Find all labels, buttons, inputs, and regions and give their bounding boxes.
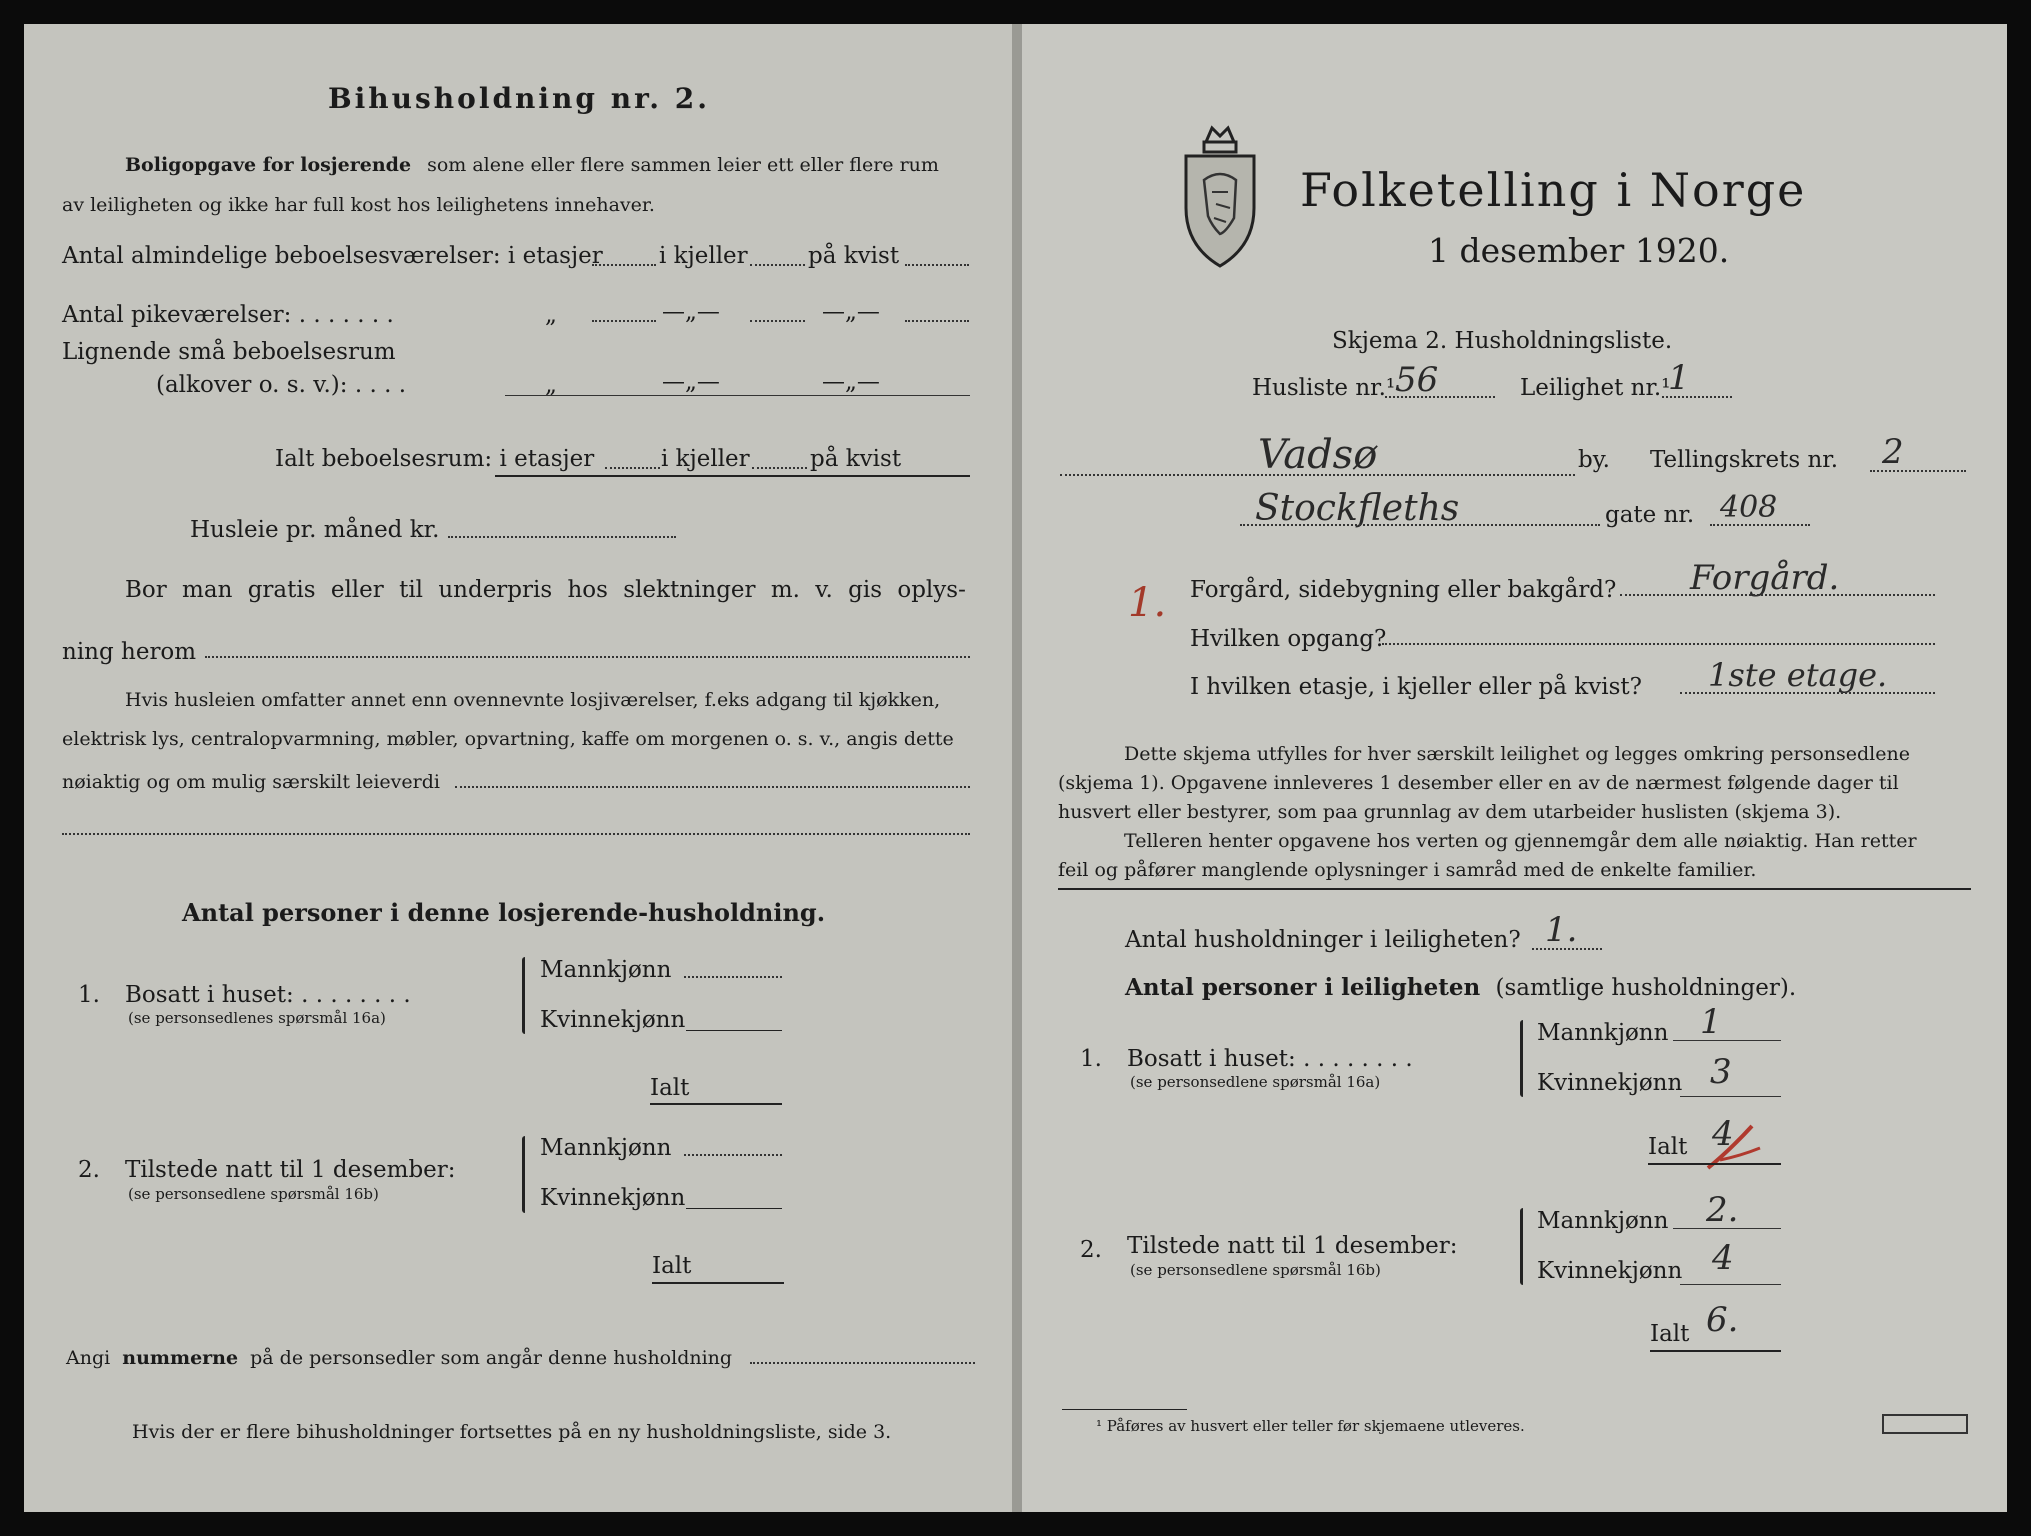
husliste-label: Husliste nr.¹ xyxy=(1252,375,1396,401)
angi-field[interactable] xyxy=(750,1362,975,1364)
ialt-kvist-label: på kvist xyxy=(810,446,902,472)
right-q1-kvinne-value: 3 xyxy=(1710,1052,1732,1092)
left-q2-ialt-line[interactable] xyxy=(652,1282,784,1284)
ialt-rooms-label: Ialt beboelsesrum: i etasjer xyxy=(275,446,595,472)
right-q1-mann-value: 1 xyxy=(1700,1002,1722,1042)
pike-label: Antal pikeværelser: . . . . . . . xyxy=(62,302,394,328)
krets-line[interactable] xyxy=(1870,470,1966,472)
left-q2-mann-line[interactable] xyxy=(684,1154,782,1156)
hvis-line-2: elektrisk lys, centralopvarmning, møbler, opvartning, kaffe om morgenen o. s. v., angis dette xyxy=(62,728,954,750)
right-q1-num: 1. xyxy=(1080,1046,1102,1072)
printer-stamp-icon xyxy=(1882,1414,1968,1434)
hvis-line-3: nøiaktig og om mulig særskilt leieverdi xyxy=(62,771,440,793)
right-q1-ialt-line[interactable] xyxy=(1648,1163,1781,1165)
right-persons-rest: (samtlige husholdninger). xyxy=(1495,975,1797,1001)
husliste-value: 56 xyxy=(1395,360,1439,400)
husleie-line[interactable] xyxy=(448,536,676,538)
red-correction-mark-icon xyxy=(1700,1120,1780,1176)
ialt-etasjer-line[interactable] xyxy=(605,467,660,469)
leilighet-value: 1 xyxy=(1668,358,1690,398)
rooms-etasjer-line[interactable] xyxy=(592,264,656,266)
angi-1: Angi xyxy=(66,1347,111,1369)
red-margin-mark: 1. xyxy=(1128,580,1167,626)
gate-line[interactable] xyxy=(1240,524,1600,526)
right-q2-ialt-value: 6. xyxy=(1706,1300,1739,1340)
lignende-ditto-2: —„— xyxy=(662,369,720,395)
opgang-label: Hvilken opgang? xyxy=(1190,626,1387,652)
right-q1-ialt-label: Ialt xyxy=(1648,1134,1688,1160)
right-title: Folketelling i Norge xyxy=(1300,163,1807,217)
left-q1-mann-line[interactable] xyxy=(684,976,782,978)
krets-label: Tellingskrets nr. xyxy=(1650,447,1839,473)
gate-nr-value: 408 xyxy=(1720,490,1778,525)
rooms-kjeller-label: i kjeller xyxy=(659,243,748,269)
left-q1-mann-label: Mannkjønn xyxy=(540,957,672,983)
left-q1-kvinne-label: Kvinnekjønn xyxy=(540,1007,686,1033)
info-divider xyxy=(1058,888,1971,890)
info-line-4: Telleren henter opgavene hos verten og gjennemgår dem alle nøiaktig. Han retter xyxy=(1124,830,1917,852)
lignende-label-1: Lignende små beboelsesrum xyxy=(62,339,396,365)
rooms-kjeller-line[interactable] xyxy=(750,264,805,266)
right-q1-kvinne-label: Kvinnekjønn xyxy=(1537,1070,1683,1096)
gratis-line-1: Bor man gratis eller til underpris hos slektninger m. v. gis oplys- xyxy=(125,577,966,603)
right-q2-mann-line[interactable] xyxy=(1673,1228,1781,1229)
right-persons-bold: Antal personer i leiligheten xyxy=(1125,974,1481,1001)
pike-ditto-3: —„— xyxy=(822,299,880,325)
right-q1-brace xyxy=(1520,1020,1523,1097)
right-q2-sub: (se personsedlene spørsmål 16b) xyxy=(1130,1261,1381,1279)
forgard-label: Forgård, sidebygning eller bakgård? xyxy=(1190,577,1617,603)
right-q2-kvinne-value: 4 xyxy=(1712,1238,1734,1278)
angi-2: på de personsedler som angår denne husholdning xyxy=(250,1347,733,1369)
rooms-kvist-label: på kvist xyxy=(808,243,900,269)
left-q1-kvinne-line[interactable] xyxy=(686,1030,782,1031)
hvis-line-field-2[interactable] xyxy=(62,833,970,835)
ialt-underline xyxy=(495,475,970,477)
right-date: 1 desember 1920. xyxy=(1428,231,1730,270)
by-label: by. xyxy=(1578,447,1610,473)
left-q1-brace xyxy=(522,957,525,1034)
gate-label: gate nr. xyxy=(1605,502,1695,528)
pike-line-3[interactable] xyxy=(905,320,969,322)
left-q1-sub: (se personsedlenes spørsmål 16a) xyxy=(128,1009,386,1027)
left-q2-kvinne-label: Kvinnekjønn xyxy=(540,1185,686,1211)
intro-bold: Boligopgave for losjerende xyxy=(125,154,412,176)
info-line-2: (skjema 1). Opgavene innleveres 1 desember eller en av de nærmest følgende dager til xyxy=(1058,772,1899,794)
right-q1-ialt-value: 4 xyxy=(1712,1114,1734,1154)
left-title: Bihusholdning nr. 2. xyxy=(328,82,710,115)
forgard-value: Forgård. xyxy=(1690,558,1840,598)
lignende-ditto: „ xyxy=(545,372,557,398)
rooms-kvist-line[interactable] xyxy=(905,264,969,266)
right-q2-kvinne-line[interactable] xyxy=(1680,1284,1781,1285)
gate-value: Stockfleths xyxy=(1255,488,1460,529)
right-q1-mann-label: Mannkjønn xyxy=(1537,1020,1669,1046)
right-q2-label: Tilstede natt til 1 desember: xyxy=(1127,1233,1458,1259)
right-q2-brace xyxy=(1520,1208,1523,1285)
left-q1-ialt-line[interactable] xyxy=(650,1103,782,1105)
intro-line-1 xyxy=(125,155,939,176)
leilighet-label: Leilighet nr.¹ xyxy=(1520,375,1671,401)
angi-line xyxy=(66,1348,732,1369)
right-q1-mann-line[interactable] xyxy=(1673,1040,1781,1041)
right-q1-kvinne-line[interactable] xyxy=(1680,1096,1781,1097)
gate-nr-line[interactable] xyxy=(1710,524,1810,526)
info-paragraph xyxy=(1058,740,1971,885)
left-q2-ialt-label: Ialt xyxy=(652,1253,692,1279)
left-q2-mann-label: Mannkjønn xyxy=(540,1135,672,1161)
info-line-1: Dette skjema utfylles for hver særskilt leilighet og legges omkring personsedlene xyxy=(1124,743,1910,765)
skjema-label: Skjema 2. Husholdningsliste. xyxy=(1332,328,1673,354)
rooms-label: Antal almindelige beboelsesværelser: i etasjer xyxy=(62,243,603,269)
right-q2-num: 2. xyxy=(1080,1237,1102,1263)
left-q1-num: 1. xyxy=(78,982,100,1008)
right-q2-mann-label: Mannkjønn xyxy=(1537,1208,1669,1234)
krets-value: 2 xyxy=(1882,432,1904,472)
pike-line-1[interactable] xyxy=(592,320,656,322)
left-q1-label: Bosatt i huset: . . . . . . . . xyxy=(125,982,411,1008)
husleie-label: Husleie pr. måned kr. xyxy=(190,517,440,543)
pike-line-2[interactable] xyxy=(750,320,805,322)
right-q2-ialt-label: Ialt xyxy=(1650,1321,1690,1347)
page-fold xyxy=(1012,24,1022,1512)
right-q1-sub: (se personsedlene spørsmål 16a) xyxy=(1130,1073,1381,1091)
right-q2-mann-value: 2. xyxy=(1706,1190,1739,1230)
forgard-line[interactable] xyxy=(1620,594,1935,596)
info-line-5: feil og påfører manglende oplysninger i samråd med de enkelte familier. xyxy=(1058,859,1757,881)
etasje-line[interactable] xyxy=(1680,692,1935,694)
pike-ditto: „ xyxy=(545,302,557,328)
leilighet-line[interactable] xyxy=(1662,396,1732,398)
ialt-kjeller-label: i kjeller xyxy=(661,446,750,472)
lignende-label-2: (alkover o. s. v.): . . . . xyxy=(156,372,407,398)
by-line[interactable] xyxy=(1060,474,1575,476)
left-q2-kvinne-line[interactable] xyxy=(686,1208,782,1209)
left-q1-ialt-label: Ialt xyxy=(650,1075,690,1101)
footnote-rule xyxy=(1062,1409,1187,1410)
left-q2-sub: (se personsedlene spørsmål 16b) xyxy=(128,1185,379,1203)
info-line-3: husvert eller bestyrer, som paa grunnlag av dem utarbeider huslisten (skjema 3). xyxy=(1058,801,1842,823)
left-footer: Hvis der er flere bihusholdninger fortsettes på en ny husholdningsliste, side 3. xyxy=(132,1421,892,1443)
ialt-kjeller-line[interactable] xyxy=(752,467,807,469)
lignende-ditto-3: —„— xyxy=(822,369,880,395)
etasje-label: I hvilken etasje, i kjeller eller på kvist? xyxy=(1190,674,1642,700)
antal-hush-value: 1. xyxy=(1545,910,1578,950)
antal-hush-label: Antal husholdninger i leiligheten? xyxy=(1125,927,1521,953)
opgang-line[interactable] xyxy=(1382,643,1935,645)
coat-of-arms-icon xyxy=(1178,122,1262,270)
gratis-line-2: ning herom xyxy=(62,639,197,665)
intro-line-2: av leiligheten og ikke har full kost hos leilighetens innehaver. xyxy=(62,194,655,216)
antal-hush-line[interactable] xyxy=(1532,948,1602,950)
left-persons-title: Antal personer i denne losjerende-husholdning. xyxy=(182,898,826,927)
etasje-value: 1ste etage. xyxy=(1708,656,1888,694)
right-footnote: ¹ Påføres av husvert eller teller før skjemaene utleveres. xyxy=(1096,1417,1525,1435)
hvis-line-1: Hvis husleien omfatter annet enn ovennevnte losjiværelser, f.eks adgang til kjøkken, xyxy=(125,689,941,711)
right-persons-title xyxy=(1125,975,1796,1001)
right-q2-ialt-line[interactable] xyxy=(1650,1350,1781,1352)
left-q2-brace xyxy=(522,1136,525,1213)
right-q1-label: Bosatt i huset: . . . . . . . . xyxy=(1127,1046,1413,1072)
left-q2-label: Tilstede natt til 1 desember: xyxy=(125,1157,456,1183)
hvis-line-field[interactable] xyxy=(455,786,970,788)
right-q2-kvinne-label: Kvinnekjønn xyxy=(1537,1258,1683,1284)
gratis-line[interactable] xyxy=(205,656,970,658)
pike-ditto-2: —„— xyxy=(662,299,720,325)
left-q2-num: 2. xyxy=(78,1157,100,1183)
by-value: Vadsø xyxy=(1258,432,1378,478)
angi-bold: nummerne xyxy=(122,1347,239,1369)
husliste-line[interactable] xyxy=(1385,396,1495,398)
lignende-underline xyxy=(505,395,970,396)
intro-rest: som alene eller flere sammen leier ett eller flere rum xyxy=(427,154,939,176)
